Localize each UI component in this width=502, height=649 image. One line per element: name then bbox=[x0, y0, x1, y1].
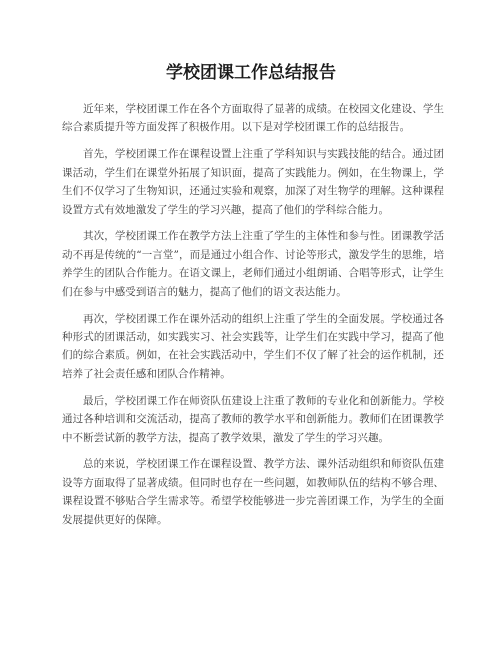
paragraph-conclusion: 总的来说，学校团课工作在课程设置、教学方法、课外活动组织和师资队伍建设等方面取得了显著成绩。但同时也存在一些问题，如教师队伍的结构不够合理、课程设置不够贴合学生需求等。希望学校能够进一步完善团课工作，为学生的全面发展提供更好的保障。 bbox=[62, 458, 444, 526]
paragraph-intro: 近年来，学校团课工作在各个方面取得了显著的成绩。在校园文化建设、学生综合素质提升等方面发挥了积极作用。以下是对学校团课工作的总结报告。 bbox=[62, 103, 444, 134]
document-body bbox=[62, 100, 444, 538]
paragraph-curriculum: 首先，学校团课工作在课程设置上注重了学科知识与实践技能的结合。通过团课活动，学生们在课堂外拓展了知识面，提高了实践能力。例如，在生物课上，学生们不仅学习了生物知识，还通过实验和观察，加深了对生物学的理解。这种课程设置方式有效地激发了学生的学习兴趣，提高了他们的学科综合能力。 bbox=[62, 148, 444, 216]
paragraph-extracurricular: 再次，学校团课工作在课外活动的组织上注重了学生的全面发展。学校通过各种形式的团课活动，如实践实习、社会实践等，让学生们在实践中学习，提高了他们的综合素质。例如，在社会实践活动中，学生们不仅了解了社会的运作机制，还培养了社会责任感和团队合作精神。 bbox=[62, 312, 444, 380]
document-title: 学校团课工作总结报告 bbox=[166, 63, 336, 83]
paragraph-teaching-methods: 其次，学校团课工作在教学方法上注重了学生的主体性和参与性。团课教学活动不再是传统的“一言堂”，而是通过小组合作、讨论等形式，激发学生的思维，培养学生的团队合作能力。在语文课上，老师们通过小组朗诵、合唱等形式，让学生们在参与中感受到语言的魅力，提高了他们的语文表达能力。 bbox=[62, 230, 444, 298]
paragraph-faculty: 最后，学校团课工作在师资队伍建设上注重了教师的专业化和创新能力。学校通过各种培训和交流活动，提高了教师的教学水平和创新能力。教师们在团课教学中不断尝试新的教学方法，提高了教学效果，激发了学生的学习兴趣。 bbox=[62, 394, 444, 444]
